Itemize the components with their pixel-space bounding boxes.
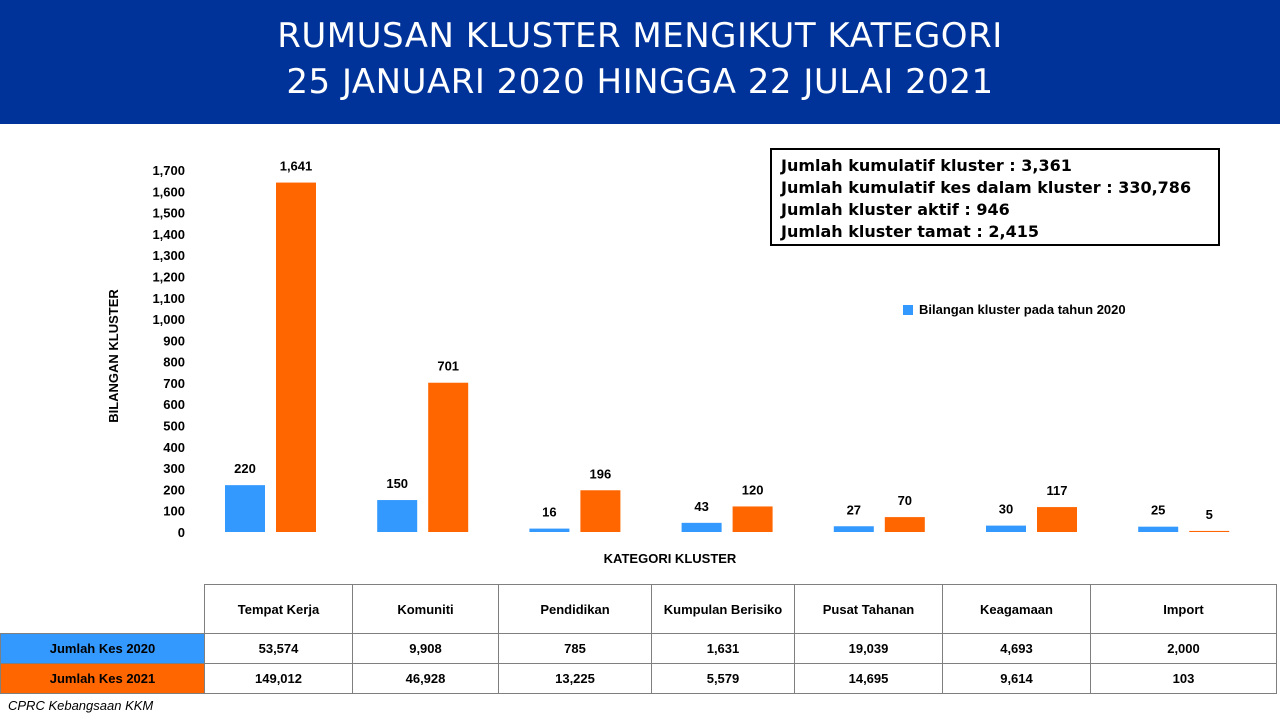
- source-footer: CPRC Kebangsaan KKM: [8, 698, 154, 713]
- y-tick-label: 1,700: [152, 163, 185, 178]
- title-banner: [0, 0, 1280, 124]
- bar-2020: [834, 526, 874, 532]
- summary-box: [770, 148, 1220, 246]
- bar-value-label: 5: [1205, 506, 1213, 522]
- legend-label-2020: Bilangan kluster pada tahun 2020: [919, 302, 1126, 317]
- bar-2020: [529, 529, 569, 532]
- table-cell: 9,908: [353, 634, 499, 664]
- bar-2021: [580, 490, 620, 532]
- bar-value-label: 1,641: [279, 158, 313, 174]
- y-tick-label: 400: [163, 439, 185, 455]
- table-header-cell: Import: [1091, 585, 1277, 634]
- table-header-cell: Komuniti: [353, 585, 499, 634]
- y-tick-label: 1,500: [152, 205, 185, 221]
- bar-value-label: 27: [846, 502, 862, 518]
- y-tick-label: 300: [163, 461, 185, 477]
- legend-swatch-2020: [903, 305, 913, 315]
- table-cell: 19,039: [795, 634, 943, 664]
- table-cell: 4,693: [943, 634, 1091, 664]
- bar-2021: [885, 517, 925, 532]
- table-cell: 9,614: [943, 664, 1091, 694]
- bar-2020: [682, 523, 722, 532]
- y-tick-label: 700: [163, 375, 185, 391]
- table-header-cell: Pusat Tahanan: [795, 585, 943, 634]
- y-tick-label: 900: [163, 333, 185, 349]
- row-label-2020: Jumlah Kes 2020: [1, 634, 205, 664]
- x-axis-label: KATEGORI KLUSTER: [603, 551, 737, 566]
- table-row: [1, 664, 1277, 694]
- data-table: [0, 584, 1277, 694]
- bar-2020: [225, 485, 265, 532]
- bar-value-label: 70: [897, 493, 913, 509]
- y-tick-label: 200: [163, 482, 185, 498]
- bar-2021: [428, 383, 468, 532]
- y-tick-label: 100: [163, 503, 185, 519]
- y-axis-label: BILANGAN KLUSTER: [106, 289, 121, 423]
- bar-value-label: 30: [998, 501, 1014, 517]
- bar-value-label: 117: [1046, 483, 1068, 499]
- bar-value-label: 16: [542, 504, 557, 520]
- page-subtitle: 25 JANUARI 2020 HINGGA 22 JULAI 2021: [286, 62, 994, 102]
- table-cell: 14,695: [795, 664, 943, 694]
- bar-2021: [276, 183, 316, 532]
- table-header-cell: Tempat Kerja: [205, 585, 353, 634]
- table-cell: 149,012: [205, 664, 353, 694]
- table-cell: 785: [499, 634, 652, 664]
- row-label-2021: Jumlah Kes 2021: [1, 664, 205, 694]
- table-cell: 13,225: [499, 664, 652, 694]
- y-tick-label: 0: [177, 525, 185, 540]
- summary-active-clusters: Jumlah kluster aktif : 946: [781, 200, 1010, 219]
- table-header-cell: Kumpulan Berisiko: [652, 585, 795, 634]
- table-cell: 1,631: [652, 634, 795, 664]
- y-tick-label: 500: [163, 418, 185, 434]
- table-header-cell: Pendidikan: [499, 585, 652, 634]
- y-tick-label: 1,000: [152, 312, 185, 328]
- y-tick-label: 1,100: [152, 290, 185, 306]
- y-axis: [152, 163, 185, 540]
- bar-value-label: 43: [694, 498, 709, 514]
- bar-value-label: 196: [589, 466, 612, 482]
- table-cell: 103: [1091, 664, 1277, 694]
- y-tick-label: 1,300: [152, 248, 185, 264]
- page-title: RUMUSAN KLUSTER MENGIKUT KATEGORI: [277, 16, 1003, 56]
- bar-value-label: 701: [437, 358, 460, 374]
- summary-ended-clusters: Jumlah kluster tamat : 2,415: [781, 222, 1039, 241]
- summary-cumulative-cases: Jumlah kumulatif kes dalam kluster : 330,786: [781, 178, 1192, 197]
- table-header-cell: Keagamaan: [943, 585, 1091, 634]
- bar-value-label: 25: [1150, 502, 1166, 518]
- y-tick-label: 600: [163, 397, 185, 413]
- bar-2021: [1037, 507, 1077, 532]
- table-row: [1, 634, 1277, 664]
- bar-2020: [986, 526, 1026, 532]
- table-header-row: [1, 585, 1277, 634]
- summary-cumulative-clusters: Jumlah kumulatif kluster : 3,361: [781, 156, 1072, 175]
- bar-2020: [377, 500, 417, 532]
- bar-2020: [1138, 527, 1178, 532]
- table-cell: 5,579: [652, 664, 795, 694]
- y-tick-label: 1,400: [152, 226, 185, 242]
- bar-value-label: 150: [386, 476, 409, 492]
- y-tick-label: 1,200: [152, 269, 185, 285]
- legend: [903, 302, 1126, 317]
- y-tick-label: 1,600: [152, 184, 185, 200]
- table-cell: 46,928: [353, 664, 499, 694]
- bar-2021: [733, 506, 773, 532]
- table-cell: 2,000: [1091, 634, 1277, 664]
- bar-value-label: 120: [741, 482, 764, 498]
- table-cell: 53,574: [205, 634, 353, 664]
- bar-value-label: 220: [234, 461, 256, 477]
- table-corner: [1, 585, 205, 634]
- bar-2021: [1189, 531, 1229, 532]
- y-tick-label: 800: [163, 354, 185, 370]
